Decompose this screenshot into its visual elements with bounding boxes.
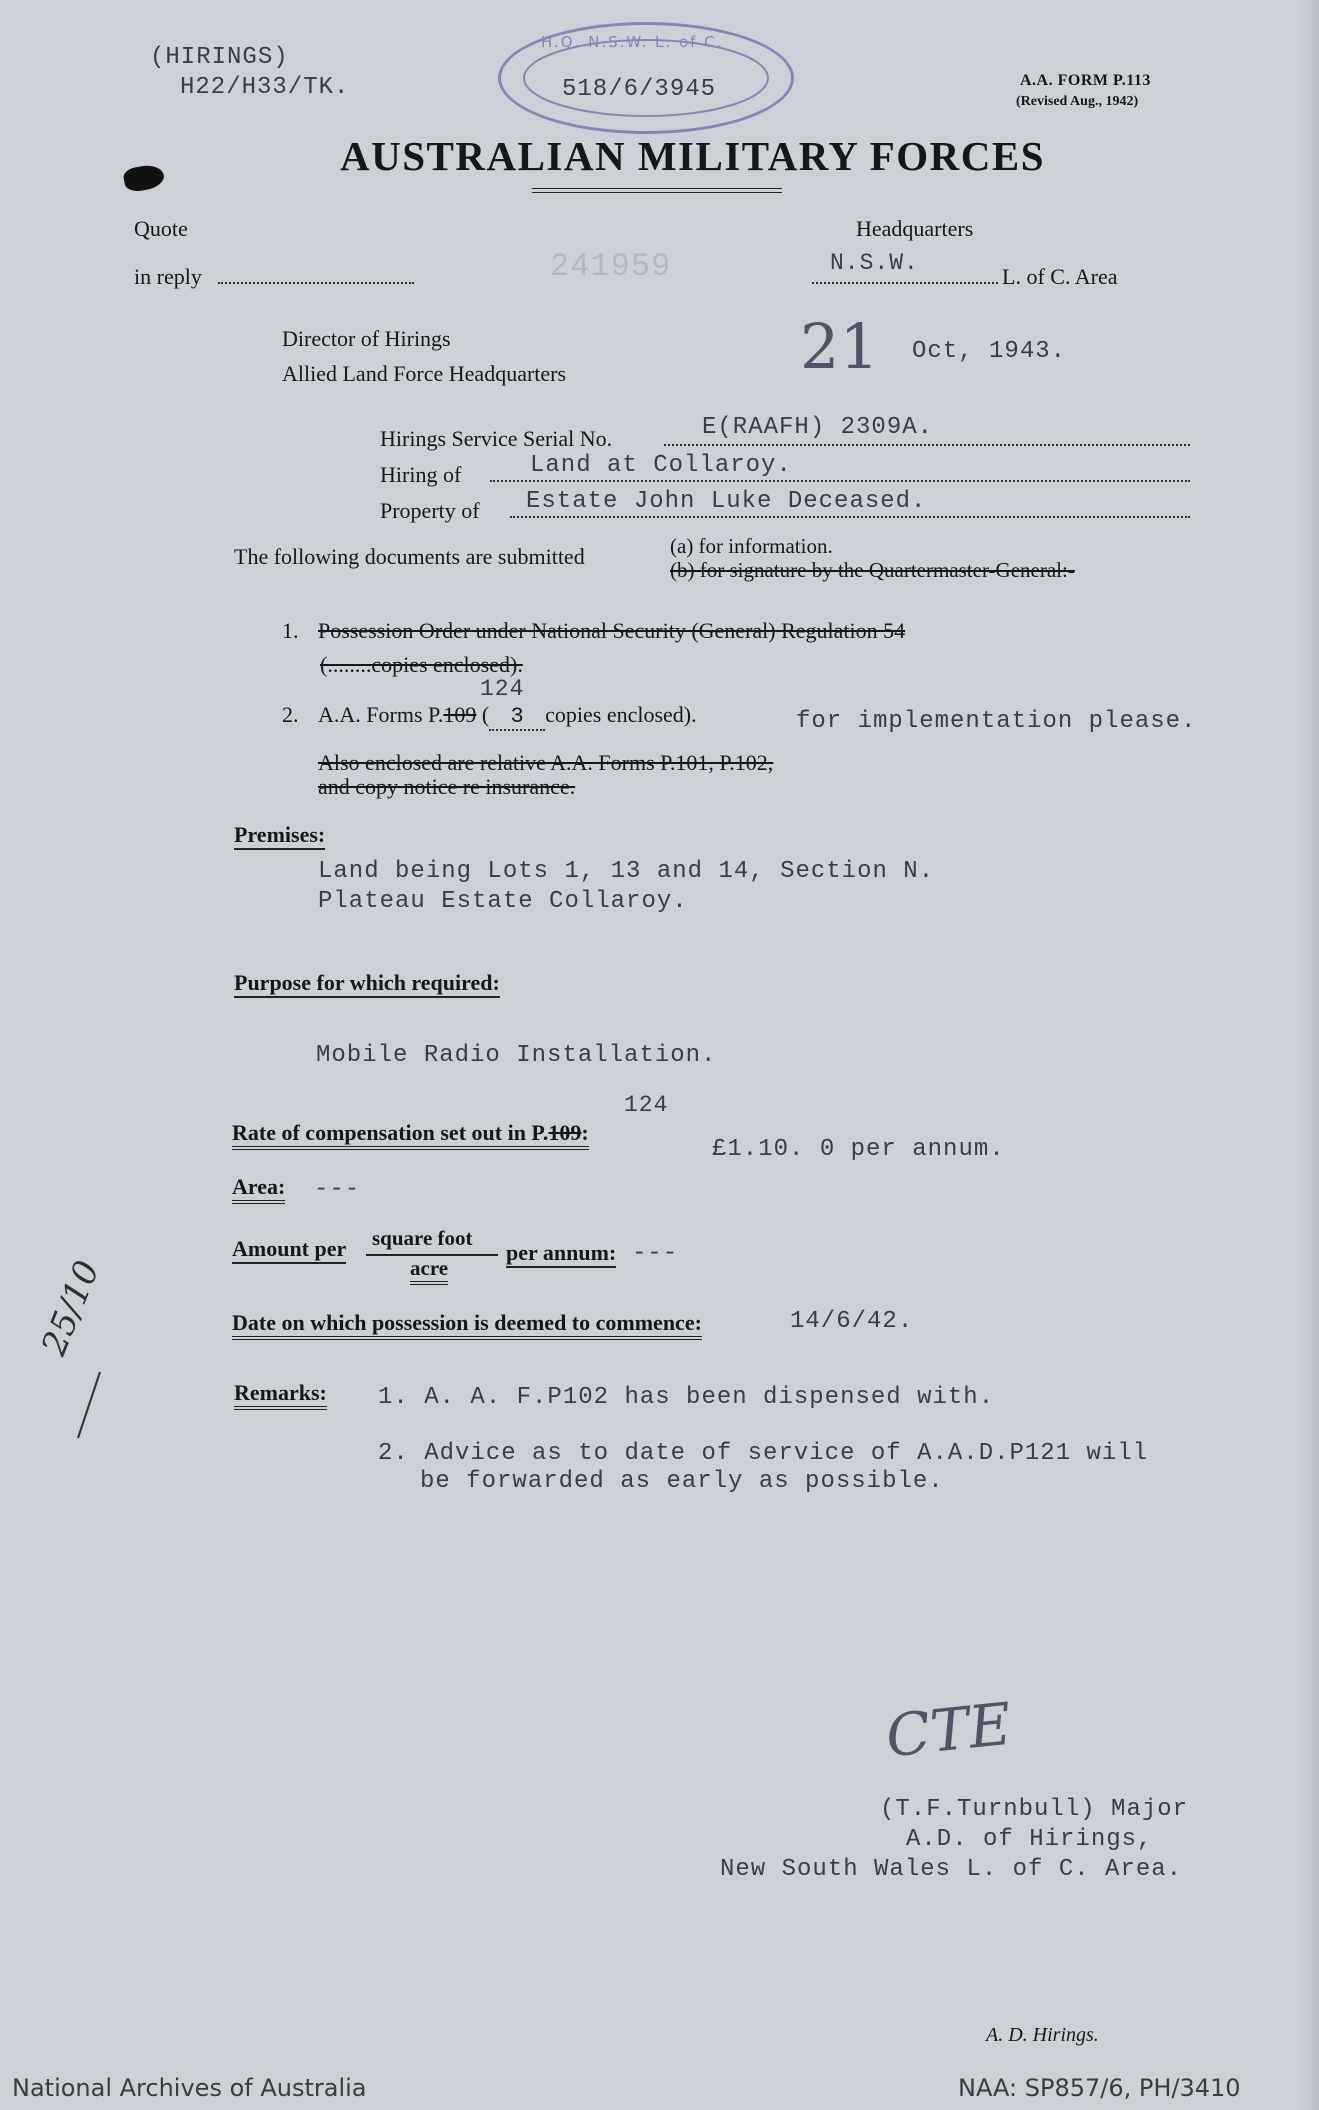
amount-label-end: per annum: bbox=[506, 1240, 616, 1268]
in-reply-line bbox=[218, 282, 414, 284]
paper-edge bbox=[1300, 0, 1319, 2110]
item-1-number: 1. bbox=[282, 618, 299, 643]
hiring-line bbox=[490, 480, 1190, 482]
signatory-area: New South Wales L. of C. Area. bbox=[720, 1856, 1183, 1883]
item-2-typed-note: for implementation please. bbox=[796, 708, 1197, 735]
property-line bbox=[510, 516, 1190, 518]
hiring-label: Hiring of bbox=[380, 462, 462, 487]
item-2-old-form: 109 bbox=[443, 702, 477, 727]
page-title: AUSTRALIAN MILITARY FORCES bbox=[340, 133, 1046, 179]
headquarters-label: Headquarters bbox=[856, 216, 974, 241]
archive-label: National Archives of Australia bbox=[12, 2074, 367, 2102]
compensation-label bbox=[232, 1120, 589, 1150]
form-number: A.A. FORM P.113 bbox=[1020, 72, 1151, 89]
date-day: 21 bbox=[800, 310, 879, 383]
margin-note-text: 25/10 bbox=[34, 1255, 108, 1361]
also-enclosed-line-1: Also enclosed are relative A.A. Forms P.101, P.102, bbox=[318, 750, 774, 775]
compensation-old-form: 109 bbox=[548, 1120, 582, 1145]
hq-line bbox=[812, 282, 998, 284]
file-reference-code: H22/H33/TK. bbox=[180, 74, 350, 101]
premises-line-2: Plateau Estate Collaroy. bbox=[318, 888, 688, 915]
date-rest: Oct, 1943. bbox=[912, 338, 1067, 365]
compensation-label-text: Rate of compensation set out in P. bbox=[232, 1120, 549, 1145]
item-2-prefix: A.A. Forms P. bbox=[318, 702, 444, 727]
item-2-form-correction: 124 bbox=[480, 676, 525, 702]
submission-option-a: (a) for information. bbox=[670, 534, 833, 558]
item-2-paren: ( bbox=[481, 702, 490, 727]
submission-option-b: (b) for signature by the Quartermaster-General:- bbox=[670, 558, 1075, 582]
remark-2-line-2: be forwarded as early as possible. bbox=[420, 1468, 944, 1495]
property-value: Estate John Luke Deceased. bbox=[526, 488, 927, 515]
area-label: Area: bbox=[232, 1174, 285, 1204]
signatory-name: (T.F.Turnbull) Major bbox=[880, 1796, 1189, 1823]
stamp-reference: 518/6/3945 bbox=[562, 76, 717, 103]
ink-blot bbox=[122, 163, 166, 194]
serial-line bbox=[664, 444, 1190, 446]
signature-initials: CTE bbox=[882, 1689, 1015, 1771]
remarks-label: Remarks: bbox=[234, 1380, 327, 1410]
property-label: Property of bbox=[380, 498, 480, 523]
item-1-text: Possession Order under National Security (General) Regulation 54 bbox=[318, 618, 906, 643]
hiring-value: Land at Collaroy. bbox=[530, 452, 792, 479]
margin-tick-icon bbox=[70, 1370, 110, 1442]
faint-number: 241959 bbox=[550, 248, 672, 285]
quote-label: Quote bbox=[134, 216, 188, 241]
area-value: --- bbox=[314, 1176, 361, 1203]
title-rule bbox=[532, 188, 782, 193]
remark-1: 1. A. A. F.P102 has been dispensed with. bbox=[378, 1384, 995, 1411]
submission-lead: The following documents are submitted bbox=[234, 544, 585, 569]
premises-line-1: Land being Lots 1, 13 and 14, Section N. bbox=[318, 858, 935, 885]
signatory-title: A.D. of Hirings, bbox=[906, 1826, 1153, 1853]
serial-value: E(RAAFH) 2309A. bbox=[702, 414, 934, 441]
purpose-label: Purpose for which required: bbox=[234, 970, 500, 998]
department-imprint: A. D. Hirings. bbox=[986, 2024, 1099, 2046]
compensation-value: £1.10. 0 per annum. bbox=[712, 1136, 1005, 1163]
amount-fraction-bottom: acre bbox=[410, 1256, 448, 1285]
hq-region: N.S.W. bbox=[830, 250, 919, 276]
addressee-line-2: Allied Land Force Headquarters bbox=[282, 361, 567, 386]
item-2-number: 2. bbox=[282, 702, 299, 727]
item-1-copies: (........copies enclosed). bbox=[320, 652, 523, 677]
item-2-copies: 3 bbox=[489, 704, 545, 731]
purpose-value: Mobile Radio Installation. bbox=[316, 1042, 717, 1069]
margin-note bbox=[34, 1255, 108, 1361]
serial-label: Hirings Service Serial No. bbox=[380, 426, 613, 451]
amount-label: Amount per bbox=[232, 1236, 346, 1264]
stamp-text: H.Q. N.S.W. L. of C. bbox=[541, 33, 724, 51]
archive-reference: NAA: SP857/6, PH/3410 bbox=[958, 2074, 1241, 2102]
premises-label: Premises: bbox=[234, 822, 325, 850]
amount-value: --- bbox=[632, 1240, 679, 1267]
area-label: L. of C. Area bbox=[1002, 264, 1118, 289]
remark-2-line-1: 2. Advice as to date of service of A.A.D.P121 will bbox=[378, 1440, 1149, 1467]
in-reply-label: in reply bbox=[134, 264, 202, 289]
file-reference: (HIRINGS) bbox=[150, 44, 289, 71]
compensation-colon: : bbox=[581, 1120, 589, 1145]
possession-value: 14/6/42. bbox=[790, 1308, 914, 1335]
also-enclosed-line-2: and copy notice re insurance. bbox=[318, 774, 576, 799]
possession-label: Date on which possession is deemed to commence: bbox=[232, 1310, 702, 1340]
amount-fraction-top: square foot bbox=[372, 1226, 473, 1250]
addressee-line-1: Director of Hirings bbox=[282, 326, 451, 351]
compensation-form-correction: 124 bbox=[624, 1092, 669, 1118]
item-2-text bbox=[318, 702, 697, 731]
item-2-suffix: copies enclosed). bbox=[545, 702, 697, 727]
form-revision: (Revised Aug., 1942) bbox=[1016, 94, 1139, 109]
